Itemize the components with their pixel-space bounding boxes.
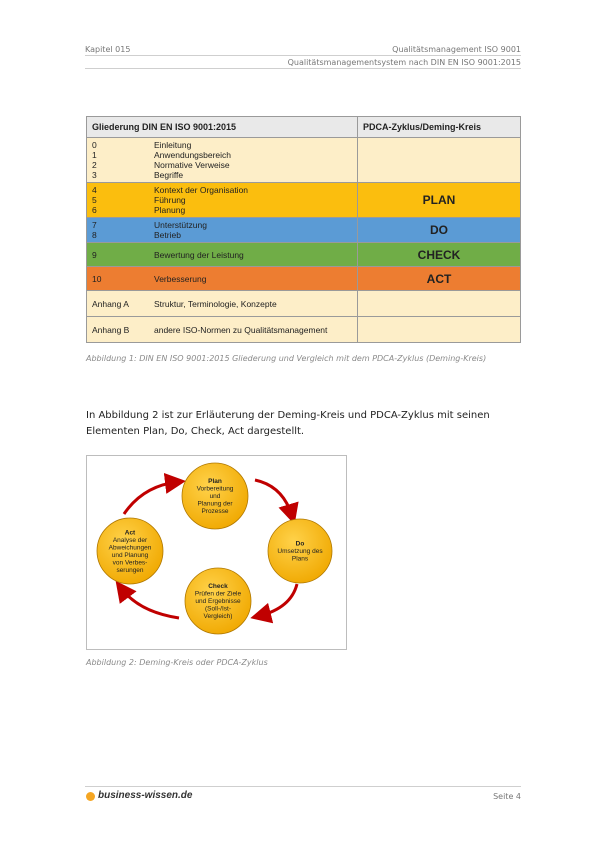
act-label-line: Analyse der <box>112 536 148 544</box>
figure-2-caption: Abbildung 2: Deming-Kreis oder PDCA-Zyklus <box>86 658 268 667</box>
section-title-cell <box>149 291 358 317</box>
footer-divider <box>85 786 521 787</box>
section-title-cell <box>149 218 358 243</box>
header-divider-2 <box>85 68 521 69</box>
header-divider <box>85 55 521 56</box>
section-title-cell <box>149 243 358 267</box>
do-label-line: Umsetzung des <box>277 548 323 555</box>
section-title-cell <box>149 317 358 343</box>
act-label-line: Act <box>124 529 136 537</box>
act-label-line: von Verbes- <box>112 559 148 567</box>
check-label-line: Check <box>208 583 228 590</box>
section-number-cell <box>87 291 150 317</box>
section-number: 3 <box>92 170 97 180</box>
table-header-row <box>87 117 521 138</box>
act-label-line: und Planung <box>111 551 149 559</box>
section-title: Betrieb <box>154 230 181 240</box>
body-paragraph: In Abbildung 2 ist zur Erläuterung der Deming-Kreis und PDCA-Zyklus mit seinen Elementen Plan, Do, Check, Act dargestellt. <box>86 410 490 437</box>
section-number: Anhang B <box>92 324 130 335</box>
logo-dot-icon <box>86 792 95 801</box>
table-header-structure: Gliederung DIN EN ISO 9001:2015 <box>87 117 358 138</box>
section-title: andere ISO-Normen zu Qualitätsmanagement <box>154 324 328 335</box>
section-title: Führung <box>154 195 186 205</box>
arrow-plan-to-do <box>255 480 292 516</box>
section-title-cell <box>149 267 358 291</box>
document-subtitle: Qualitätsmanagementsystem nach DIN EN ISO 9001:2015 <box>287 58 521 67</box>
section-number-cell <box>87 183 150 218</box>
pdca-phase-cell: PLAN <box>358 183 521 218</box>
figure-1-caption: Abbildung 1: DIN EN ISO 9001:2015 Gliederung und Vergleich mit dem PDCA-Zyklus (Deming-Kreis) <box>86 354 487 363</box>
table-row <box>87 317 521 343</box>
act-label-line: Abweichungen <box>108 544 152 552</box>
table-row <box>87 243 521 267</box>
section-title-cell <box>149 138 358 183</box>
table-row <box>87 267 521 291</box>
table-row <box>87 291 521 317</box>
pdca-phase-cell <box>358 317 521 343</box>
pdca-phase-cell <box>358 138 521 183</box>
section-title-cell <box>149 183 358 218</box>
section-number: 9 <box>92 249 97 260</box>
section-number: Anhang A <box>92 298 129 309</box>
section-number-cell <box>87 138 150 183</box>
plan-label-line: Planung der <box>197 500 233 508</box>
do-label-line: Do <box>295 540 305 548</box>
section-number: 7 <box>92 220 97 230</box>
section-title: Unterstützung <box>154 220 207 230</box>
table-row <box>87 183 521 218</box>
section-number-cell <box>87 243 150 267</box>
section-title: Struktur, Terminologie, Konzepte <box>154 298 277 309</box>
section-number: 0 <box>92 140 97 150</box>
section-number-cell <box>87 218 150 243</box>
section-number: 6 <box>92 205 97 215</box>
section-number: 1 <box>92 150 97 160</box>
document-title: Qualitätsmanagement ISO 9001 <box>392 45 521 54</box>
pdca-phase-cell <box>358 291 521 317</box>
section-title: Normative Verweise <box>154 160 230 170</box>
plan-label-line: Plan <box>208 478 222 485</box>
arrow-check-to-act <box>121 588 179 618</box>
act-label-line: serungen <box>116 566 144 574</box>
section-title: Begriffe <box>154 170 184 180</box>
section-number: 8 <box>92 230 97 240</box>
plan-label-line: und <box>209 493 221 500</box>
section-number: 5 <box>92 195 97 205</box>
section-title: Einleitung <box>154 140 192 150</box>
chapter-label: Kapitel 015 <box>85 45 131 54</box>
table-row <box>87 138 521 183</box>
pdca-phase-cell: ACT <box>358 267 521 291</box>
pdca-figure <box>86 455 347 650</box>
check-label-line: und Ergebnisse <box>195 598 241 605</box>
section-title: Kontext der Organisation <box>154 185 249 195</box>
table-row <box>87 218 521 243</box>
section-title: Bewertung der Leistung <box>154 249 244 260</box>
iso-structure-table <box>86 116 521 343</box>
plan-label-line: Prozesse <box>201 508 229 515</box>
page-number: Seite 4 <box>493 792 521 801</box>
pdca-phase-cell: DO <box>358 218 521 243</box>
arrow-act-to-plan <box>124 482 177 514</box>
site-logo[interactable]: business-wissen.de <box>98 790 193 801</box>
section-number: 4 <box>92 185 97 195</box>
section-number: 10 <box>92 273 102 284</box>
arrow-do-to-check <box>259 584 297 616</box>
check-label-line: Prüfen der Ziele <box>194 590 242 598</box>
section-title: Anwendungsbereich <box>154 150 232 160</box>
check-label-line: (Soll-/Ist- <box>205 605 231 613</box>
section-number-cell <box>87 267 150 291</box>
do-label-line: Plans <box>291 555 309 563</box>
table-header-cycle: PDCA-Zyklus/Deming-Kreis <box>358 117 521 138</box>
check-label-line: Vergleich) <box>203 613 233 620</box>
pdca-phase-cell: CHECK <box>358 243 521 267</box>
section-title: Planung <box>154 205 186 215</box>
section-title: Verbesserung <box>154 273 207 284</box>
section-number-cell <box>87 317 150 343</box>
plan-label-line: Vorbereitung <box>196 485 234 493</box>
pdca-cycle-diagram <box>87 456 346 649</box>
section-number: 2 <box>92 160 97 170</box>
